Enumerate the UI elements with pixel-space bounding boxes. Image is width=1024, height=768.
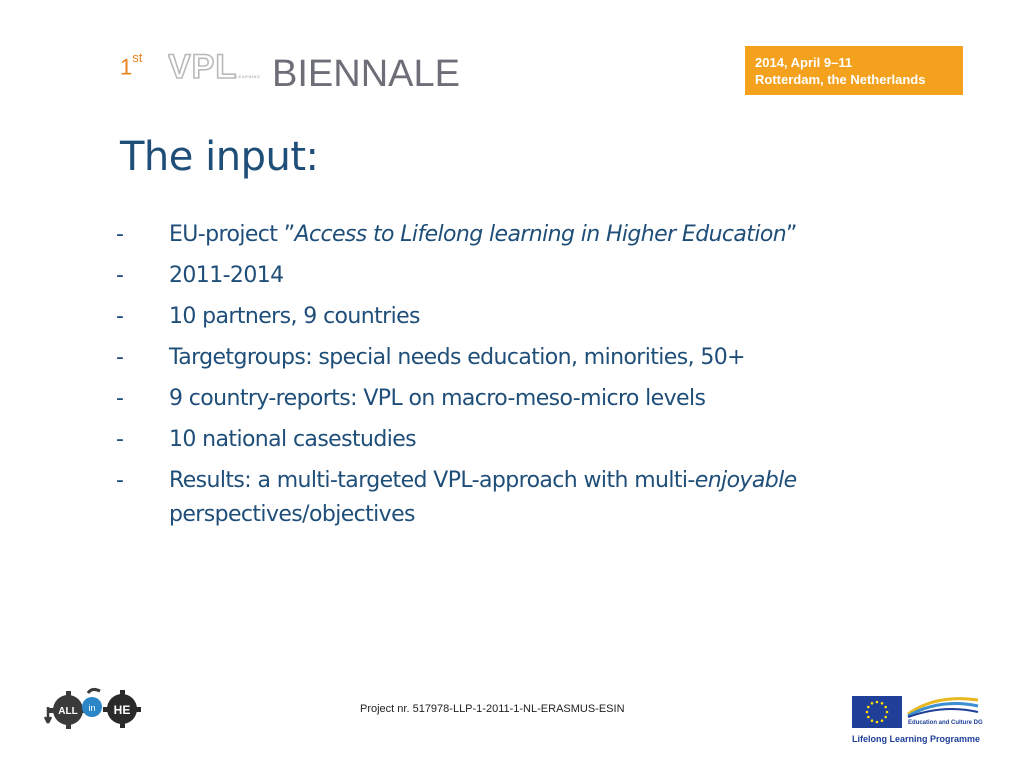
all-in-he-logo	[44, 687, 144, 731]
slide-title: The input:	[120, 134, 319, 180]
svg-text:HE: HE	[113, 703, 131, 717]
event-date: 2014, April 9–11	[755, 55, 853, 70]
eu-llp-logo	[852, 690, 982, 746]
bullet-marker: -	[116, 386, 124, 411]
project-number: Project nr. 517978-LLP-1-2011-1-NL-ERASMUS-ESIN	[360, 703, 625, 715]
svg-text:ALL: ALL	[58, 706, 78, 717]
bullet-marker: -	[116, 427, 124, 452]
first-ordinal: 1st	[120, 50, 143, 80]
bullet-marker: -	[116, 304, 124, 329]
eu-dg-text: Education and Culture DG	[908, 720, 983, 726]
eu-llp-text: Lifelong Learning Programme	[852, 734, 981, 744]
bullet-item: - Targetgroups: special needs education, minorities, 50+	[116, 341, 896, 375]
bullet-marker: -	[116, 468, 124, 493]
svg-text:VPL: VPL	[168, 50, 238, 84]
bullet-item: - 10 national casestudies	[116, 423, 896, 457]
llp-swoosh-icon	[906, 690, 980, 718]
svg-text:in: in	[88, 703, 96, 713]
biennale-text: BIENNALE	[272, 53, 460, 95]
bullet-item: - EU-project ”Access to Lifelong learning in Higher Education”	[116, 218, 896, 252]
bullet-item: - Results: a multi-targeted VPL-approach with multi-enjoyable perspectives/objectives	[116, 464, 896, 532]
event-location: Rotterdam, the Netherlands	[755, 72, 926, 87]
vpl-subtext: LEARNING	[236, 74, 261, 79]
bullet-item: - 10 partners, 9 countries	[116, 300, 896, 334]
event-date-box	[745, 46, 963, 95]
bullet-marker: -	[116, 263, 124, 288]
bullet-marker: -	[116, 222, 124, 247]
arc-icon	[88, 689, 100, 693]
bullet-item: - 2011-2014	[116, 259, 896, 293]
bullet-marker: -	[116, 345, 124, 370]
bullet-item: - 9 country-reports: VPL on macro-meso-micro levels	[116, 382, 896, 416]
bullet-list	[116, 218, 896, 539]
biennale-logo	[120, 48, 480, 98]
eu-flag-icon	[852, 696, 902, 728]
